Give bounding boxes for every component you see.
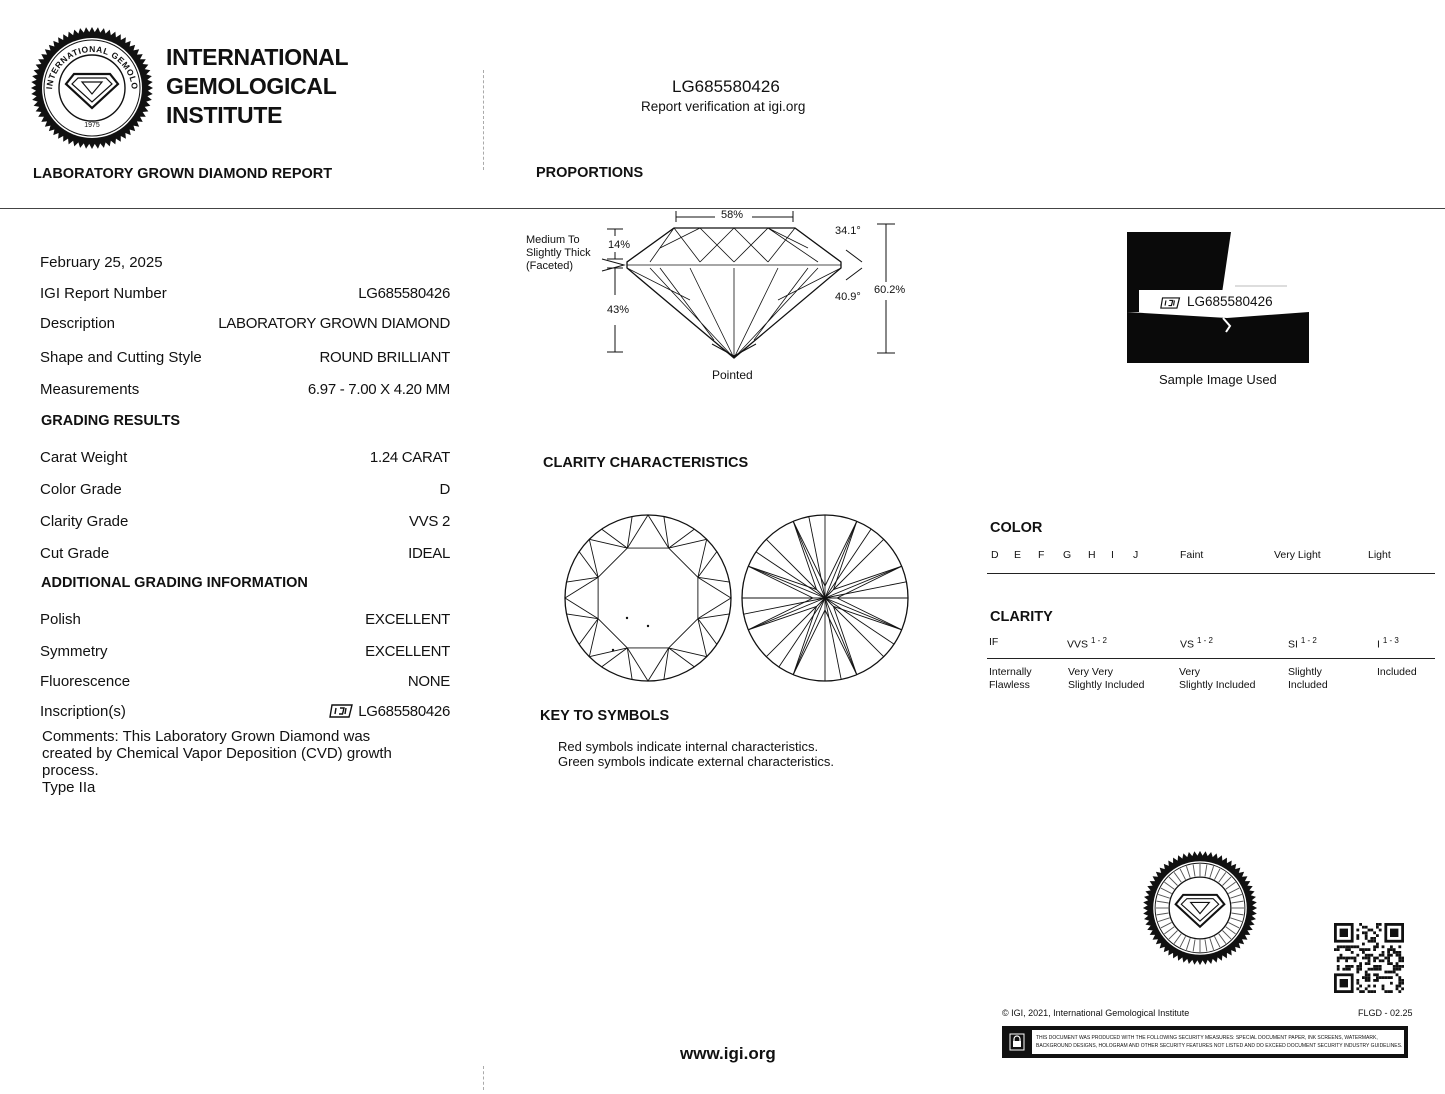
table-percentage: 58% [721,209,744,221]
report-verification: Report verification at igi.org [641,99,806,114]
additional-row [40,673,450,695]
igi-mini-logo-icon [329,703,355,719]
clarity-grade [1288,636,1317,651]
clarity-plot-crown [563,513,733,683]
grading-row [40,449,450,471]
clarity-grade-code: VVS [1067,638,1089,651]
additional-label: Fluorescence [40,673,131,690]
color-grade: G [1063,549,1072,561]
clarity-plot-pavilion [740,513,910,683]
clarity-desc [1179,666,1255,692]
additional-label: Symmetry [40,643,108,660]
additional-label: Polish [40,611,81,628]
total-depth: 60.2% [874,284,906,296]
security-notice-inner [1032,1030,1404,1054]
clarity-desc-line: Very Very [1068,666,1113,678]
grading-value: IDEAL [408,545,450,562]
clarity-desc-line: Internally [989,666,1032,678]
security-line: THIS DOCUMENT WAS PRODUCED WITH THE FOLLOWING SECURITY MEASURES: SPECIAL DOCUMENT PAPER, INK SCREENS, WATERMARK, [1036,1035,1378,1041]
color-grade: E [1014,549,1022,561]
lock-icon [1009,1033,1025,1051]
grading-row [40,513,450,535]
clarity-grade-range: 1 - 2 [1196,636,1213,645]
inscription-value [329,703,450,720]
comments-block [42,728,392,796]
clarity-desc-line: Slightly Included [1068,679,1145,691]
proportions-diagram [590,205,910,375]
svg-text:INTERNATIONAL GEMOLOGICAL INST: INTERNATIONAL GEMOLOGICAL INSTITUTE [26,18,141,91]
clarity-grade-range: 1 - 2 [1300,636,1317,645]
report-type-title: LABORATORY GROWN DIAMOND REPORT [33,166,333,182]
grading-label: Color Grade [40,481,122,498]
detail-row [40,381,450,403]
culet: Pointed [712,368,753,382]
clarity-grade [989,636,998,648]
igi-seal-logo [26,18,154,150]
detail-label: IGI Report Number [40,285,167,302]
clarity-grade-code: VS [1180,638,1195,651]
clarity-desc [1068,666,1144,692]
clarity-grade-code: I [1377,638,1380,651]
detail-label: Description [40,315,116,332]
detail-value: LG685580426 [358,285,450,302]
additional-row [40,611,450,633]
color-range: Light [1368,549,1391,561]
security-notice-box [1002,1026,1408,1058]
detail-row [40,285,450,307]
detail-label: Shape and Cutting Style [40,349,202,366]
grading-row [40,481,450,503]
clarity-desc-line: Flawless [989,679,1030,691]
key-line-external: Green symbols indicate external characteristics. [558,754,835,769]
grading-label: Carat Weight [40,449,128,466]
hologram-seal [1142,850,1258,966]
color-range: Faint [1180,549,1204,561]
comment-line: process. [42,762,99,779]
clarity-scale-title: CLARITY [990,609,1053,625]
clarity-desc-line: Very [1179,666,1201,678]
pavilion-depth: 43% [607,304,630,316]
detail-value: 6.97 - 7.00 X 4.20 MM [307,381,450,398]
comment-line: created by Chemical Vapor Deposition (CVD) growth [42,745,392,762]
clarity-grade [1067,636,1107,651]
qr-code-icon [1334,923,1404,993]
org-name-line-2: GEMOLOGICAL [166,73,337,99]
sample-image-caption: Sample Image Used [1159,372,1277,387]
grading-results-title: GRADING RESULTS [41,413,181,429]
comment-line: Comments: This Laboratory Grown Diamond was [42,728,371,745]
color-grade: J [1133,549,1139,561]
clarity-desc-line: Included [1288,679,1328,691]
girdle-line-2: Slightly Thick [526,247,591,259]
girdle-line-3: (Faceted) [526,260,574,272]
grading-row [40,545,450,567]
clarity-desc-line: Included [1377,666,1417,678]
clarity-desc [1377,666,1417,679]
org-name-line-3: INSTITUTE [166,102,283,128]
website: www.igi.org [680,1044,776,1063]
crown-height: 14% [608,239,631,251]
fold-mark [483,1066,484,1090]
detail-value: LABORATORY GROWN DIAMOND [218,315,450,332]
sample-image-inscription: LG685580426 [1187,294,1273,309]
clarity-grade-code: IF [989,636,999,648]
clarity-grade [1180,636,1213,651]
detail-row [40,315,450,337]
detail-label: Measurements [40,381,140,398]
crown-angle: 34.1° [835,225,861,237]
proportions-title: PROPORTIONS [536,165,644,181]
additional-value: EXCELLENT [365,611,450,628]
key-line-internal: Red symbols indicate internal characteristics. [558,739,819,754]
detail-value: ROUND BRILLIANT [319,349,450,366]
clarity-grade-code: SI [1288,638,1298,651]
comment-line: Type IIa [42,779,96,796]
detail-row [40,349,450,371]
additional-value: EXCELLENT [365,643,450,660]
clarity-desc [989,666,1032,692]
clarity-grade-range: 1 - 2 [1090,636,1107,645]
security-line: BACKGROUND DESIGNS, HOLOGRAM AND OTHER SECURITY FEATURES NOT LISTED AND DO EXCEED DOCUMENT SECURITY INDUSTRY GUIDELINES. [1036,1043,1403,1049]
report-number-header: LG685580426 [672,77,780,96]
clarity-grade-range: 1 - 3 [1382,636,1399,645]
grading-label: Clarity Grade [40,513,129,530]
key-to-symbols-title: KEY TO SYMBOLS [540,708,670,724]
additional-info-title: ADDITIONAL GRADING INFORMATION [41,575,308,591]
form-code: FLGD - 02.25 [1358,1008,1413,1018]
inscription-label: Inscription(s) [40,703,126,720]
grading-value: VVS 2 [408,513,450,530]
additional-row [40,643,450,665]
color-grade: F [1038,549,1045,561]
color-range: Very Light [1274,549,1321,561]
clarity-desc-line: Slightly [1288,666,1322,678]
copyright: © IGI, 2021, International Gemological Institute [1002,1008,1190,1018]
grading-value: D [439,481,450,498]
clarity-desc-line: Slightly Included [1179,679,1256,691]
report-date: February 25, 2025 [40,254,163,271]
igi-mini-logo-icon [1160,296,1182,310]
grading-label: Cut Grade [40,545,110,562]
pavilion-angle: 40.9° [835,291,861,303]
grading-value: 1.24 CARAT [369,449,450,466]
sample-image [1127,232,1309,363]
girdle-line-1: Medium To [526,234,580,246]
color-scale-title: COLOR [990,520,1043,536]
color-grade: H [1088,549,1096,561]
inscription-row [40,703,450,725]
color-grade: D [991,549,999,561]
clarity-scale-line [987,658,1435,659]
org-name-line-1: INTERNATIONAL [166,44,349,70]
additional-value: NONE [407,673,450,690]
column-guide [483,70,484,170]
clarity-desc [1288,666,1328,692]
clarity-grade [1377,636,1399,651]
color-scale-line [987,573,1435,574]
inscription-text: LG685580426 [358,703,450,720]
color-grade: I [1111,549,1114,561]
svg-text:1975: 1975 [84,122,100,129]
clarity-characteristics-title: CLARITY CHARACTERISTICS [543,455,749,471]
